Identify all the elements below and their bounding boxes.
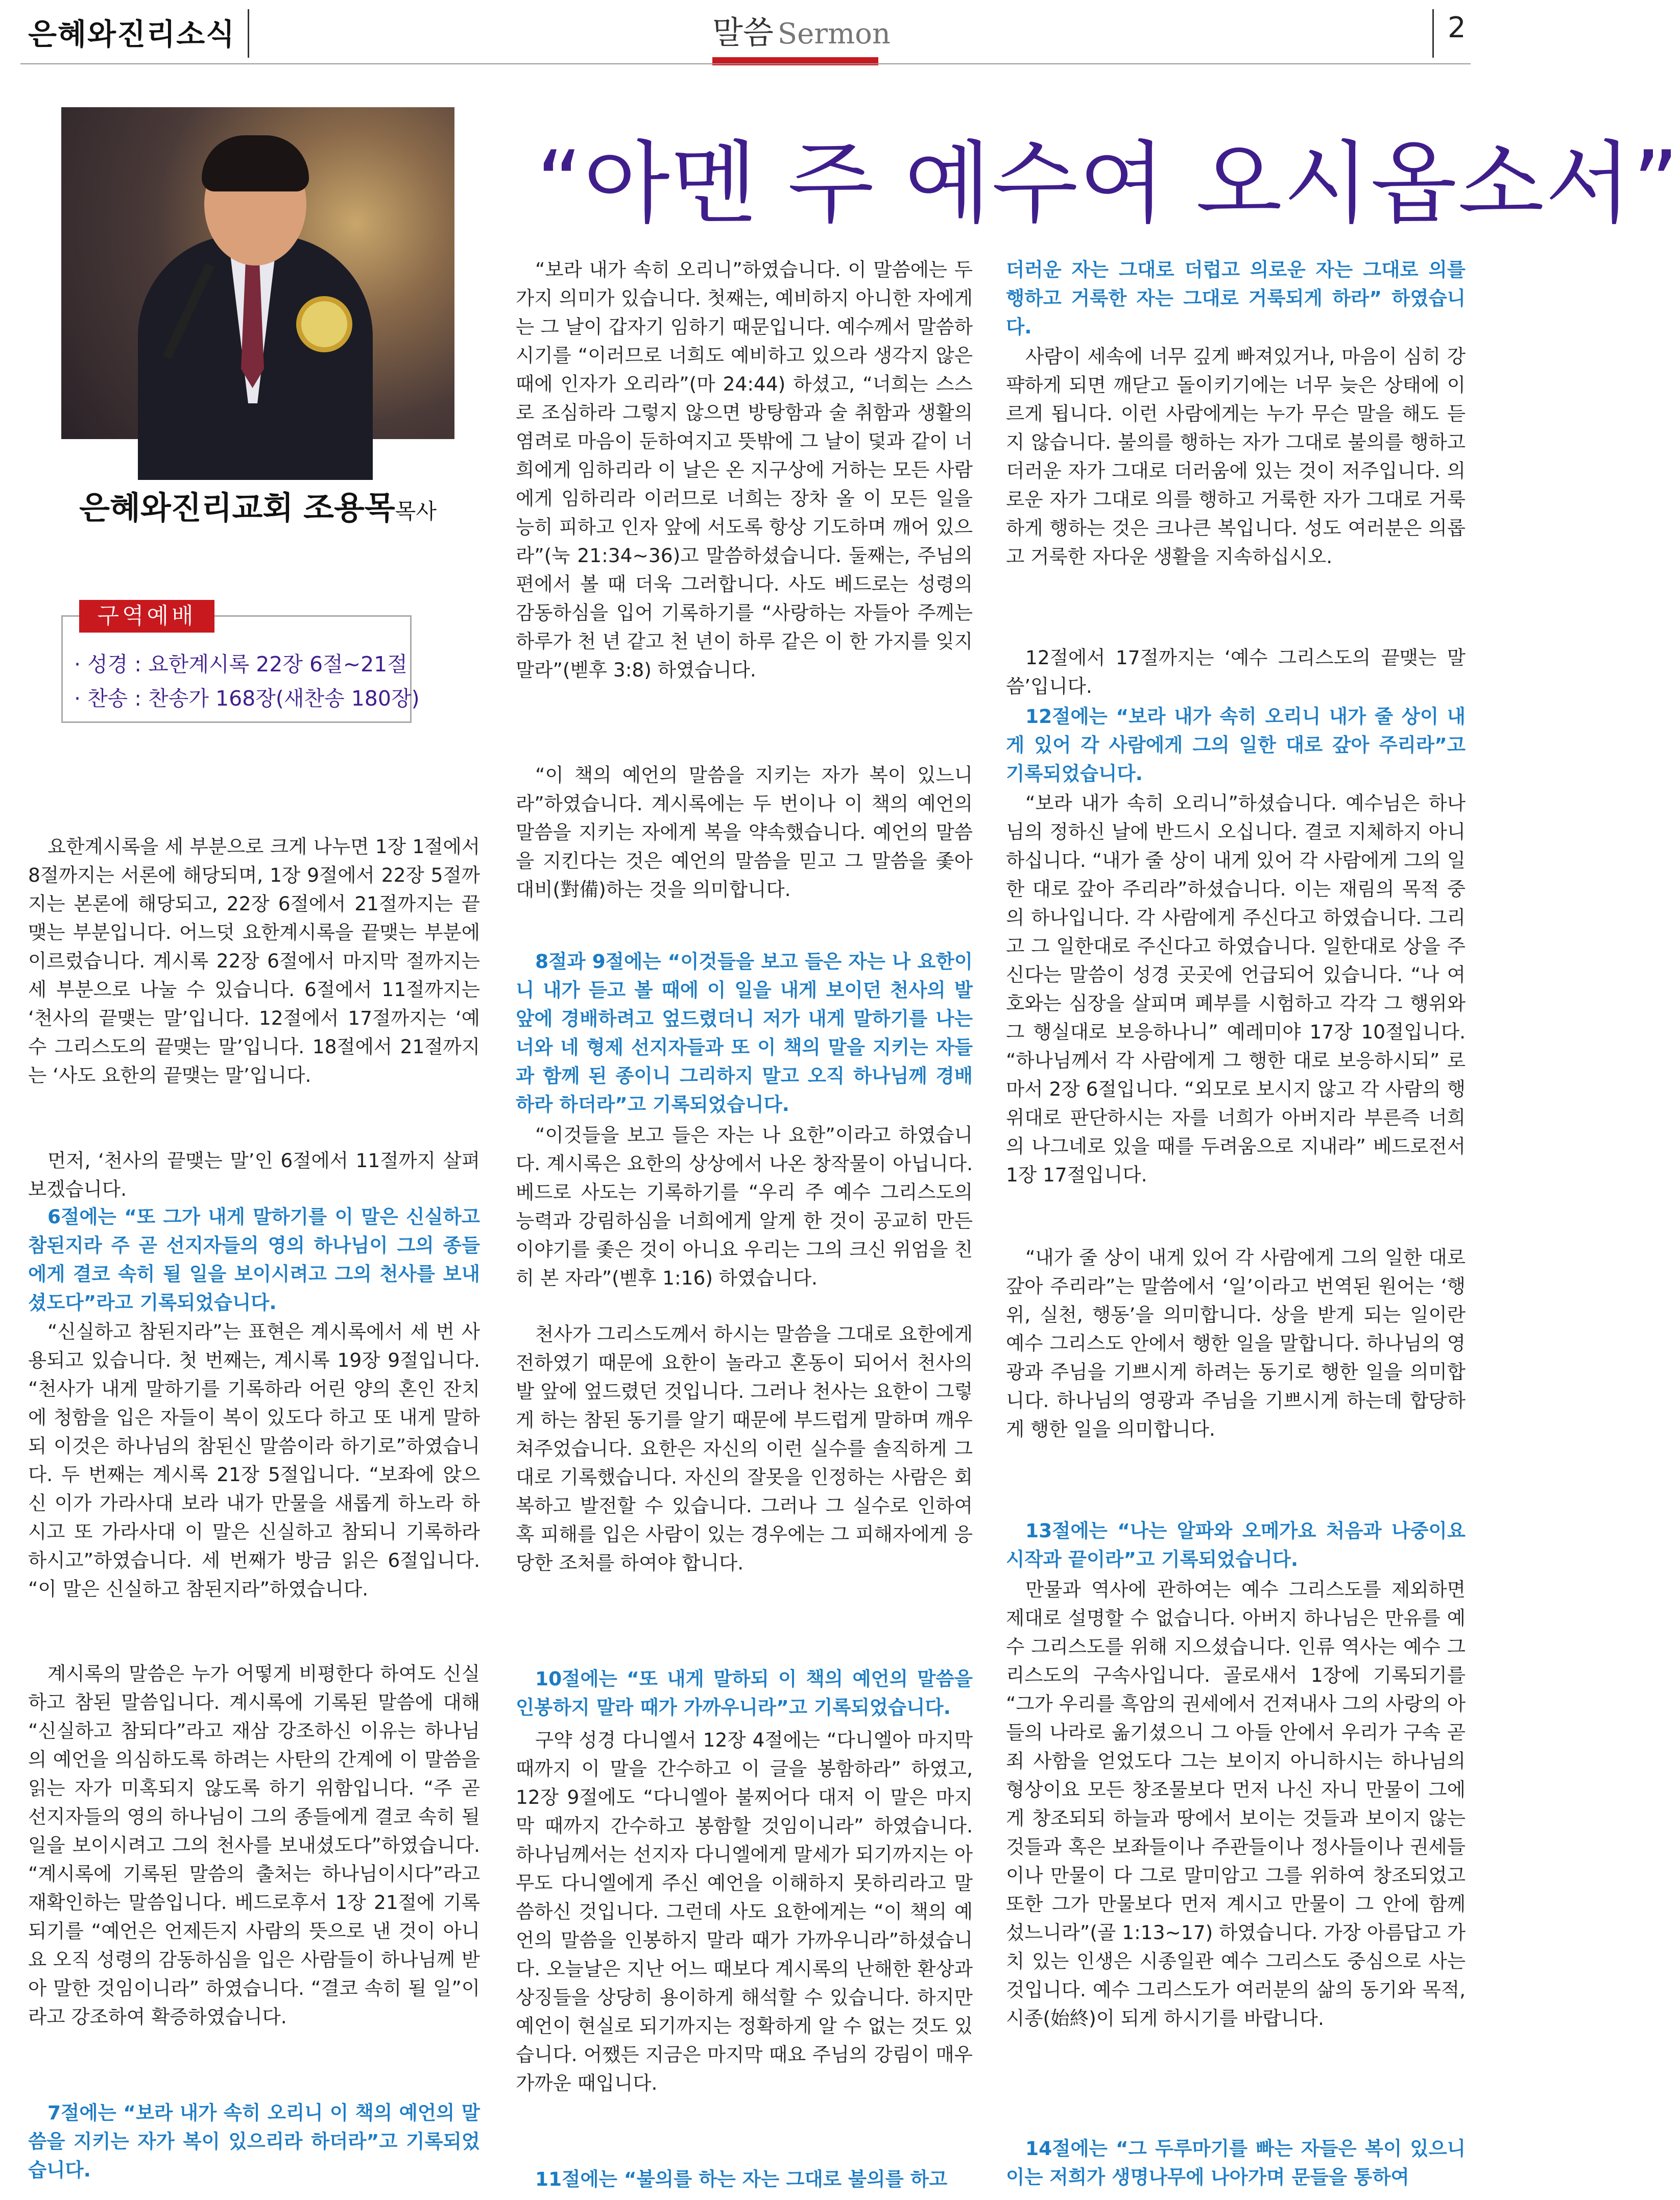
service-hymn: · 찬송 : 찬송가 168장(새찬송 180장) xyxy=(74,686,420,711)
col3-verse-11-cont: 더러운 자는 그대로 더럽고 의로운 자는 그대로 의를 행하고 거룩한 자는 그대로 거룩되게 하라” 하였습니다. xyxy=(1006,258,1466,338)
header-rule xyxy=(20,63,1471,64)
col2-verse-10: 10절에는 “또 내게 말하되 이 책의 예언의 말씀을 인봉하지 말라 때가 가까우니라”고 기록되었습니다. xyxy=(516,1667,973,1719)
col3-paragraph-4: “내가 줄 상이 내게 있어 각 사람에게 그의 일한 대로 갚아 주리라”는 말씀에서 ‘일’이라고 번역된 원어는 ‘행위, 실천, 행동’을 의미합니다. 상을 받게 되는 일이란 예수 그리스도 안에서 행한 일을 말합니다. 하나님의 영광과 주님을 기쁘시게 하려는 동기로 행한 일을 의미합니다. 하나님의 영광과 주님을 기쁘시게 하는데 합당하게 행한 일을 의미합니다. xyxy=(1006,1246,1466,1440)
church-name: 은혜와진리교회 xyxy=(79,489,294,526)
preacher-photo xyxy=(61,107,454,439)
service-scripture: · 성경 : 요한계시록 22장 6절~21절 xyxy=(74,652,407,676)
service-tag: 구역예배 xyxy=(79,600,214,633)
col3-paragraph-2: 12절에서 17절까지는 ‘예수 그리스도의 끝맺는 말씀’입니다. xyxy=(1006,646,1466,697)
col3-paragraph-5: 만물과 역사에 관하여는 예수 그리스도를 제외하면 제대로 설명할 수 없습니다. 아버지 하나님은 만유를 예수 그리스도를 위해 지으셨습니다. 인류 역사는 예수 그리스도의 구속사입니다. 골로새서 1장에 기록되기를 “그가 우리를 흑암의 권세에서 건져내사 그의 사랑의 아들의 나라로 옮기셨으니 그 아들 안에서 우리가 구속 곧 죄 사함을 얻었도다 그는 보이지 아니하시는 하나님의 형상이요 모든 창조물보다 먼저 나신 자니 만물이 그에게 창조되되 하늘과 땅에서 보이는 것들과 보이지 않는 것들과 혹은 보좌들이나 주관들이나 정사들이나 권세들이나 만물이 다 그로 말미암고 그를 위하여 창조되었고 또한 그가 만물보다 먼저 계시고 만물이 그 안에 함께 섰느니라”(골 1:13~17) 하였습니다. 가장 아름답고 가치 있는 인생은 시종일관 예수 그리스도 중심으로 사는 것입니다. 예수 그리스도가 여러분의 삶의 동기와 목적, 시종(始終)이 되게 하시기를 바랍니다. xyxy=(1006,1578,1466,2029)
col3-paragraph-1: 사람이 세속에 너무 깊게 빠져있거나, 마음이 심히 강퍅하게 되면 깨닫고 돌이키기에는 너무 늦은 상태에 이르게 됩니다. 이런 사람에게는 누가 무슨 말을 해도 듣지 않습니다. 불의를 행하는 자가 그대로 불의를 행하고 더러운 자가 그대로 더러움에 있는 것이 저주입니다. 의로운 자가 그대로 의를 행하고 거룩한 자가 그대로 거룩하게 행하는 것은 크나큰 복입니다. 성도 여러분은 의롭고 거룩한 자다운 생활을 지속하십시오. xyxy=(1006,345,1466,568)
section-title xyxy=(712,7,891,53)
col2-paragraph-4: 천사가 그리스도께서 하시는 말씀을 그대로 요한에게 전하였기 때문에 요한이 놀라고 혼동이 되어서 천사의 발 앞에 엎드렸던 것입니다. 그러나 천사는 요한이 그렇게 하는 참된 동기를 알기 때문에 부드럽게 말하며 깨우쳐주었습니다. 요한은 자신의 이런 실수를 솔직하게 그대로 기록했습니다. 자신의 잘못을 인정하는 사람은 회복하고 발전할 수 있습니다. 그러나 그 실수로 인하여 혹 피해를 입은 사람이 있는 경우에는 그 피해자에게 응당한 조처를 하여야 합니다. xyxy=(516,1323,973,1574)
preacher-caption xyxy=(61,482,454,528)
header-divider-right xyxy=(1432,9,1434,58)
col3-paragraph-3: “보라 내가 속히 오리니”하셨습니다. 예수님은 하나님의 정하신 날에 반드시 오십니다. 결코 지체하지 아니하십니다. “내가 줄 상이 내게 있어 각 사람에게 그의 일한 대로 갚아 주리라”하셨습니다. 이는 재림의 목적 중의 하나입니다. 각 사람에게 주신다고 하였습니다. 그리고 그 일한대로 주신다고 하였습니다. 일한대로 상을 주신다는 말씀이 성경 곳곳에 언급되어 있습니다. “나 여호와는 심장을 살피며 폐부를 시험하고 각각 그 행위와 그 행실대로 보응하나니” 예레미야 17장 10절입니다. “하나님께서 각 사람에게 그 행한 대로 보응하시되” 로마서 2장 6절입니다. “외모로 보시지 않고 각 사람의 행위대로 판단하시는 자를 너희가 아버지라 부른즉 너희의 나그네로 있을 때를 두려움으로 지내라” 베드로전서 1장 17절입니다. xyxy=(1006,792,1466,1186)
col3-verse-13: 13절에는 “나는 알파와 오메가요 처음과 나중이요 시작과 끝이라”고 기록되었습니다. xyxy=(1006,1519,1466,1570)
col1-paragraph-4: 계시록의 말씀은 누가 어떻게 비평한다 하여도 신실하고 참된 말씀입니다. 계시록에 기록된 말씀에 대해 “신실하고 참되다”라고 재삼 강조하신 이유는 하나님의 예언을 의심하도록 하려는 사탄의 간계에 이 말씀을 읽는 자가 미혹되지 않도록 하기 위함입니다. “주 곧 선지자들의 영의 하나님이 그의 종들에게 결코 속히 될 일을 보이시려고 그의 천사를 보내셨도다”하였습니다. “계시록에 기록된 말씀의 출처는 하나님이시다”라고 재확인하는 말씀입니다. 베드로후서 1장 21절에 기록되기를 “예언은 언제든지 사람의 뜻으로 낸 것이 아니요 오직 성령의 감동하심을 입은 사람들이 하나님께 받아 말한 것임이니라” 하였습니다. “결코 속히 될 일”이라고 강조하여 확증하였습니다. xyxy=(28,1662,480,2028)
col2-verse-8-9: 8절과 9절에는 “이것들을 보고 들은 자는 나 요한이니 내가 듣고 볼 때에 이 일을 내게 보이던 천사의 발 앞에 경배하려고 엎드렸더니 저가 내게 말하기를 나는 너와 네 형제 선지자들과 또 이 책의 말을 지키는 자들과 함께 된 종이니 그리하지 말고 오직 하나님께 경배하라 하더라”고 기록되었습니다. xyxy=(516,950,973,1116)
section-title-en: Sermon xyxy=(777,17,891,51)
section-title-ko: 말씀 xyxy=(712,14,774,51)
page-number: 2 xyxy=(1448,11,1466,44)
col1-paragraph-3: “신실하고 참된지라”는 표현은 계시록에서 세 번 사용되고 있습니다. 첫 번째는, 계시록 19장 9절입니다. “천사가 내게 말하기를 기록하라 어린 양의 혼인 잔치에 청함을 입은 자들이 복이 있도다 하고 또 내게 말하되 이것은 하나님의 참된신 말씀이라 하기로”하였습니다. 두 번째는 계시록 21장 5절입니다. “보좌에 앉으신 이가 가라사대 보라 내가 만물을 새롭게 하노라 하시고 또 가라사대 이 말은 신실하고 참되니 기록하라 하시고”하였습니다. 세 번째가 방금 읽은 6절입니다. “이 말은 신실하고 참된지라”하였습니다. xyxy=(28,1320,480,1600)
col1-verse-6: 6절에는 “또 그가 내게 말하기를 이 말은 신실하고 참된지라 주 곧 선지자들의 영의 하나님이 그의 종들에게 결코 속히 될 일을 보이시려고 그의 천사를 보내셨도다”라고 기록되었습니다. xyxy=(28,1205,480,1314)
col2-verse-11: 11절에는 “불의를 하는 자는 그대로 불의를 하고 xyxy=(535,2168,948,2190)
col2-paragraph-5: 구약 성경 다니엘서 12장 4절에는 “다니엘아 마지막 때까지 이 말을 간수하고 이 글을 봉함하라” 하였고, 12장 9절에도 “다니엘아 불찌어다 대저 이 말은 마지막 때까지 간수하고 봉함할 것임이니라” 하였습니다. 하나님께서는 선지자 다니엘에게 말세가 되기까지는 아무도 다니엘에게 주신 예언을 이해하지 못하리라고 말씀하신 것입니다. 그런데 사도 요한에게는 “이 책의 예언의 말씀을 인봉하지 말라 때가 가까우니라”하셨습니다. 오늘날은 지난 어느 때보다 계시록의 난해한 환상과 상징들을 상당히 용이하게 해석할 수 있습니다. 하지만 예언이 현실로 되기까지는 정확하게 알 수 없는 것도 있습니다. 어쨌든 지금은 마지막 때요 주님의 강림이 매우 가까운 때입니다. xyxy=(516,1729,973,2094)
sermon-title: “아멘 주 예수여 오시옵소서” xyxy=(536,132,1680,236)
col3-verse-12: 12절에는 “보라 내가 속히 오리니 내가 줄 상이 내게 있어 각 사람에게 그의 일한 대로 갚아 주리라”고 기록되었습니다. xyxy=(1006,705,1466,785)
col2-paragraph-3: “이것들을 보고 들은 자는 나 요한”이라고 하였습니다. 계시록은 요한의 상상에서 나온 창작물이 아닙니다. 베드로 사도는 기록하기를 “우리 주 예수 그리스도의 능력과 강림하심을 너희에게 알게 한 것이 공교히 만든 이야기를 좇은 것이 아니요 우리는 그의 크신 위엄을 친히 본 자라”(벧후 1:16) 하였습니다. xyxy=(516,1124,973,1289)
col2-paragraph-1: “보라 내가 속히 오리니”하였습니다. 이 말씀에는 두 가지 의미가 있습니다. 첫째는, 예비하지 아니한 자에게는 그 날이 갑자기 임하기 때문입니다. 예수께서 말씀하시기를 “이러므로 너희도 예비하고 있으라 생각지 않은 때에 인자가 오리라”(마 24:44) 하셨고, “너희는 스스로 조심하라 그렇지 않으면 방탕함과 술 취함과 생활의 염려로 마음이 둔하여지고 뜻밖에 그 날이 덫과 같이 너희에게 임하리라 이 날은 온 지구상에 거하는 모든 사람에게 임하리라 이러므로 너희는 장차 올 이 모든 일을 능히 피하고 인자 앞에 서도록 항상 기도하며 깨어 있으라”(눅 21:34~36)고 말씀하셨습니다. 둘째는, 주님의 편에서 볼 때 더욱 그러합니다. 사도 베드로는 성령의 감동하심을 입어 기록하기를 “사랑하는 자들아 주께는 하루가 천 년 같고 천 년이 하루 같은 이 한 가지를 잊지 말라”(벧후 3:8) 하였습니다. xyxy=(516,258,973,681)
preacher-role: 목사 xyxy=(395,499,437,524)
col1-verse-7: 7절에는 “보라 내가 속히 오리니 이 책의 예언의 말씀을 지키는 자가 복이 있으리라 하더라”고 기록되었습니다. xyxy=(28,2101,480,2181)
col1-paragraph-2: 먼저, ‘천사의 끝맺는 말’인 6절에서 11절까지 살펴보겠습니다. xyxy=(28,1149,480,1200)
newsletter-brand: 은혜와진리소식 xyxy=(28,17,236,52)
col1-paragraph-1: 요한계시록을 세 부분으로 크게 나누면 1장 1절에서 8절까지는 서론에 해당되며, 1장 9절에서 22장 5절까지는 본론에 해당되고, 22장 6절에서 21절까지는 끝맺는 부분입니다. 어느덧 요한계시록을 끝맺는 부분에 이르렀습니다. 계시록 22장 6절에서 마지막 절까지는 세 부분으로 나눌 수 있습니다. 6절에서 11절까지는 ‘천사의 끝맺는 말’입니다. 12절에서 17절까지는 ‘예수 그리스도의 끝맺는 말’입니다. 18절에서 21절까지는 ‘사도 요한의 끝맺는 말’입니다. xyxy=(28,835,480,1086)
preacher-name: 조용목 xyxy=(303,489,395,526)
page-header xyxy=(0,0,1492,64)
col3-verse-14: 14절에는 “그 두루마기를 빠는 자들은 복이 있으니 이는 저희가 생명나무에 나아가며 문들을 통하여 xyxy=(1006,2137,1466,2188)
col2-paragraph-2: “이 책의 예언의 말씀을 지키는 자가 복이 있느니라”하였습니다. 계시록에는 두 번이나 이 책의 예언의 말씀을 지키는 자에게 복을 약속했습니다. 예언의 말씀을 지킨다는 것은 예언의 말씀을 믿고 그 말씀을 좇아 대비(對備)하는 것을 의미합니다. xyxy=(516,764,973,901)
header-divider-left xyxy=(248,9,249,58)
